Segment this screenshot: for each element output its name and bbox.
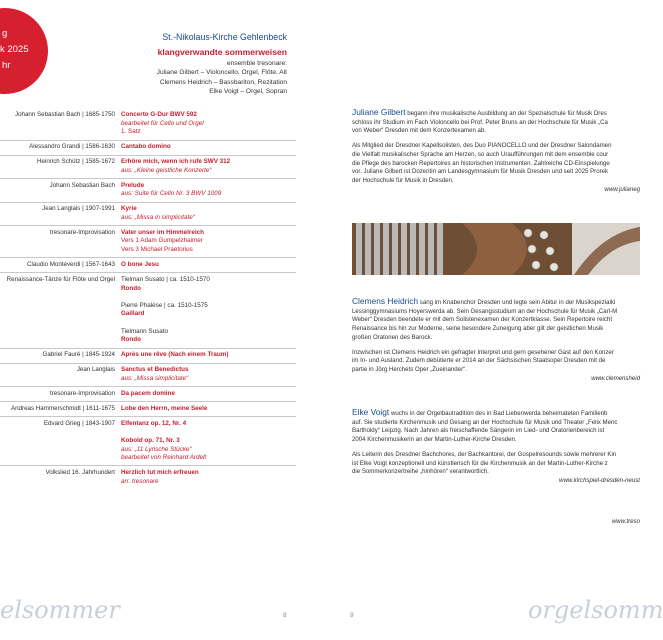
- row-divider: [0, 140, 296, 141]
- work-line: aus: „Missa in simplicitate“: [121, 213, 195, 221]
- bio-line: Inzwischen ist Clemens Heidrich ein gefragter Interpret und gern gesehener Gast auf den Konzer: [352, 348, 614, 356]
- work-details: [121, 158, 306, 175]
- work-line: Erhöre mich, wenn ich rufe SWV 312: [121, 158, 231, 166]
- work-details: [121, 205, 306, 222]
- composer-name: tresonare-Improvisation: [50, 228, 115, 236]
- work-line: 1. Satz: [121, 128, 141, 136]
- badge-line-2: k 2025: [0, 44, 29, 55]
- work-details: [121, 420, 306, 463]
- work-details: [121, 405, 306, 414]
- work-line: O bone Jesu: [121, 261, 159, 269]
- row-divider: [0, 202, 296, 203]
- row-divider: [0, 155, 296, 156]
- row-divider: [0, 348, 296, 349]
- work-line: Rondo: [121, 336, 141, 344]
- composer-name: Edvard Grieg | 1843-1907: [43, 419, 115, 427]
- work-line: Elfentanz op. 12, Nr. 4: [121, 419, 187, 427]
- bio-juliane-gilbert: [352, 108, 652, 194]
- row-divider: [0, 416, 296, 417]
- work-details: [121, 276, 306, 345]
- festival-badge: [0, 8, 48, 94]
- bio-line: Als Mitglied der Dresdner Kapellsolisten, des Duo PIANOCELLO und der Dresdner Salondamen: [352, 142, 612, 150]
- program-row: [0, 390, 320, 399]
- program-row: [0, 261, 320, 270]
- work-line: Tielmann Susato: [121, 327, 169, 335]
- bio-line: [352, 297, 652, 308]
- work-line: Gaillard: [121, 310, 145, 318]
- footer-left-decoration: elsommer: [0, 596, 120, 624]
- bio-line: großen Oratorien des Barock.: [352, 333, 433, 341]
- bio-line: Als Leiterin des Dresdner Bachchores, der Bachkantorei, der Gospelresounds sowie mehrerer Kin: [352, 450, 617, 458]
- ensemble-line: Clemens Heidrich – Bassbariton, Rezitation: [159, 78, 287, 86]
- bio-elke-voigt: [352, 408, 652, 486]
- program-row: [0, 205, 320, 222]
- program-row: [0, 111, 320, 137]
- ensemble-line: ensemble tresonare:: [226, 60, 287, 67]
- bio-line: von Weber“ Dresden mit dem Konzertexamen ab.: [352, 127, 487, 135]
- work-line: [121, 293, 306, 302]
- composer-name: Johann Sebastian Bach | 1685-1750: [15, 111, 115, 118]
- website-url: www.kirchspiel-dresden-neust: [559, 476, 640, 484]
- website-url: www.julianeg: [604, 185, 640, 193]
- program-row: [0, 366, 320, 383]
- work-details: [121, 390, 306, 399]
- work-details: [121, 351, 306, 360]
- website-url: www.treso: [611, 518, 640, 525]
- program-row: [0, 405, 320, 414]
- artist-name: Juliane Gilbert: [352, 107, 406, 117]
- row-divider: [0, 178, 296, 179]
- work-line: Tielman Susato | ca. 1510-1570: [121, 276, 210, 284]
- work-line: aus: „Kleine geistliche Konzerte“: [121, 166, 212, 174]
- row-divider: [0, 272, 296, 273]
- program-row: [0, 351, 320, 360]
- work-line: Lobe den Herrn, meine Seele: [121, 404, 208, 412]
- ensemble-line: Elke Voigt – Orgel, Sopran: [209, 88, 287, 96]
- composer-name: Gabriel Fauré | 1845-1924: [42, 351, 115, 359]
- composer-name: Renaissance-Tänze für Flöte und Orgel: [6, 276, 115, 284]
- work-line: Pierre Phalèse | ca. 1510-1575: [121, 301, 208, 309]
- bio-line: ist Elke Voigt konzeptionell und künstlerisch für die Kirchenmusik an der Martin-Luther-Kirche z: [352, 459, 608, 467]
- work-line: Da pacem domine: [121, 389, 175, 397]
- badge-line-3: hr: [2, 60, 11, 71]
- work-details: [121, 111, 306, 137]
- page-number-right: 9: [350, 612, 354, 619]
- composer-name: Volkslied 16. Jahrhundert: [45, 469, 115, 477]
- bio-line: [352, 408, 652, 419]
- work-details: [121, 366, 306, 383]
- work-details: [121, 469, 306, 486]
- row-divider: [0, 257, 296, 258]
- church-title: St.-Nikolaus-Kirche Gehlenbeck: [162, 32, 287, 42]
- bio-line: Renaissance bis hin zur Moderne, seine besondere Zuneigung aber gilt der geistlichen Musik: [352, 325, 604, 333]
- work-line: Concerto G-Dur BWV 592: [121, 111, 197, 118]
- work-details: [121, 143, 306, 152]
- program-row: [0, 158, 320, 175]
- trailing-url: [352, 518, 652, 527]
- bio-line: die Sommerkonzertreihe „hinhören“ verantwortlich.: [352, 468, 489, 476]
- work-line: [121, 428, 306, 437]
- composer-name: Heinrich Schütz | 1585-1672: [37, 158, 115, 166]
- work-line: Rondo: [121, 284, 141, 292]
- bio-clemens-heidrich: [352, 297, 652, 383]
- row-divider: [0, 401, 296, 402]
- work-line: aus: „Missa simplicitate“: [121, 374, 189, 382]
- work-line: Herzlich tut mich erfreuen: [121, 469, 199, 477]
- composer-name: Jean Langlais | 1907-1991: [42, 205, 115, 213]
- work-line: [121, 319, 306, 328]
- artist-name: Clemens Heidrich: [352, 296, 419, 306]
- program-row: [0, 420, 320, 463]
- work-line: aus: „11 Lyrische Stücke“: [121, 445, 192, 453]
- website-url: www.clemensheid: [591, 374, 640, 382]
- organ-pipes-photo: [352, 223, 640, 275]
- work-line: Vater unser im Himmelreich: [121, 228, 204, 236]
- bio-line: der Hochschule für Musik in Dresden.: [352, 176, 454, 184]
- composer-name: Johann Sebastian Bach: [49, 181, 115, 189]
- program-list: [0, 111, 320, 493]
- program-row: [0, 143, 320, 152]
- bio-line: im In- und Ausland. Zudem debütierte er 2014 an der Sächsischen Staatsoper Dresden mit de: [352, 357, 606, 365]
- work-line: bearbeitet für Cello und Orgel: [121, 119, 204, 127]
- work-details: [121, 261, 306, 270]
- work-line: Sanctus et Benedictus: [121, 366, 189, 374]
- ensemble-line: Juliane Gilbert – Violoncello, Orgel, Flöte, Alt: [156, 69, 287, 77]
- bio-text: begann ihre musikalische Ausbildung an der Spezialschule für Musik Dres: [407, 110, 607, 117]
- bio-line: die Pflege des barocken Repertoires an historischen Instrumenten. Zahlreiche CD-Einspielunge: [352, 159, 610, 167]
- work-line: arr. tresonare: [121, 477, 159, 485]
- bio-line: vor. Juliane Gilbert ist Dozentin am Landesgymnasium für Musik Dresden und seit 2025 Prorek: [352, 168, 609, 176]
- badge-line-1: g: [2, 28, 8, 39]
- ensemble-block: [157, 59, 287, 97]
- bio-text: sang im Knabenchor Dresden und legte sein Abitur in der Musikspezialkl: [419, 299, 616, 306]
- work-line: Cantabo domino: [121, 143, 171, 151]
- program-row: [0, 276, 320, 345]
- row-divider: [0, 225, 296, 226]
- work-line: aus: Suite für Cello Nr. 3 BWV 1009: [121, 190, 222, 198]
- composer-name: Andreas Hammerschmidt | 1611-1675: [11, 404, 115, 412]
- program-subtitle: klangverwandte sommerweisen: [157, 47, 287, 57]
- composer-name: tresonare-Improvisation: [50, 389, 115, 397]
- work-line: Kobold op. 71, Nr. 3: [121, 436, 180, 444]
- work-line: Après une rêve (Nach einem Traum): [121, 351, 229, 359]
- organ-pipes-image: [352, 223, 640, 275]
- bio-line: auf. Sie studierte Kirchenmusik und Gesang an der Hochschule für Musik und Theater „Felix Menc: [352, 418, 618, 426]
- footer-right-decoration: orgelsomm: [528, 596, 663, 624]
- bio-text: wuchs in der Orgelbautradition des in Bad Liebenwerda beheimateten Familienb: [390, 410, 608, 417]
- work-line: Kyrie: [121, 205, 137, 213]
- program-row: [0, 182, 320, 199]
- work-details: [121, 229, 306, 255]
- bio-line: die Vielfalt musikalischer Sprache am Herzen, so auch Uraufführungen mit dem ensemble cour: [352, 150, 609, 158]
- artist-name: Elke Voigt: [352, 407, 390, 417]
- work-details: [121, 182, 306, 199]
- work-line: Vers 1 Adam Gumpelzhaimer: [121, 237, 203, 245]
- row-divider: [0, 465, 296, 466]
- program-row: [0, 469, 320, 486]
- composer-name: Claudio Monteverdi | 1567-1643: [27, 261, 115, 269]
- composer-name: Alessandro Grandi | 1586-1630: [29, 143, 115, 151]
- composer-name: Jean Langlais: [76, 366, 115, 374]
- work-line: Vers 3 Michael Praetorius: [121, 246, 193, 254]
- page-number-left: 8: [283, 612, 287, 619]
- row-divider: [0, 386, 296, 387]
- bio-line: partie in Jörg Herchets Oper „Zueinander“.: [352, 365, 467, 373]
- bio-line: schloss ihr Studium im Fach Violoncello bei Prof. Peter Bruns an der Hochschule für Musik „Ca: [352, 118, 608, 126]
- program-row: [0, 229, 320, 255]
- bio-line: Bartholdy“ Leipzig. Nach Jahren als freischaffende Sängerin im Lied- und Oratorienbereich ist: [352, 427, 605, 435]
- bio-line: Lessinggymnasiums Hoyerswerda ab. Sein Gesangsstudium an der Hochschule für Musik „Carl-M: [352, 307, 618, 315]
- work-line: Prelude: [121, 181, 145, 189]
- work-line: bearbeitet von Reinhard Ardelt: [121, 454, 207, 462]
- bio-line: Weber“ Dresden beendete er mit dem Solistenexamen der Konzertklasse. Sein Repertoire reicht: [352, 316, 613, 324]
- bio-line: 2004 Kirchenmusikerin an der Martin-Luther-Kirche Dresden.: [352, 436, 517, 444]
- bio-line: [352, 108, 652, 119]
- row-divider: [0, 363, 296, 364]
